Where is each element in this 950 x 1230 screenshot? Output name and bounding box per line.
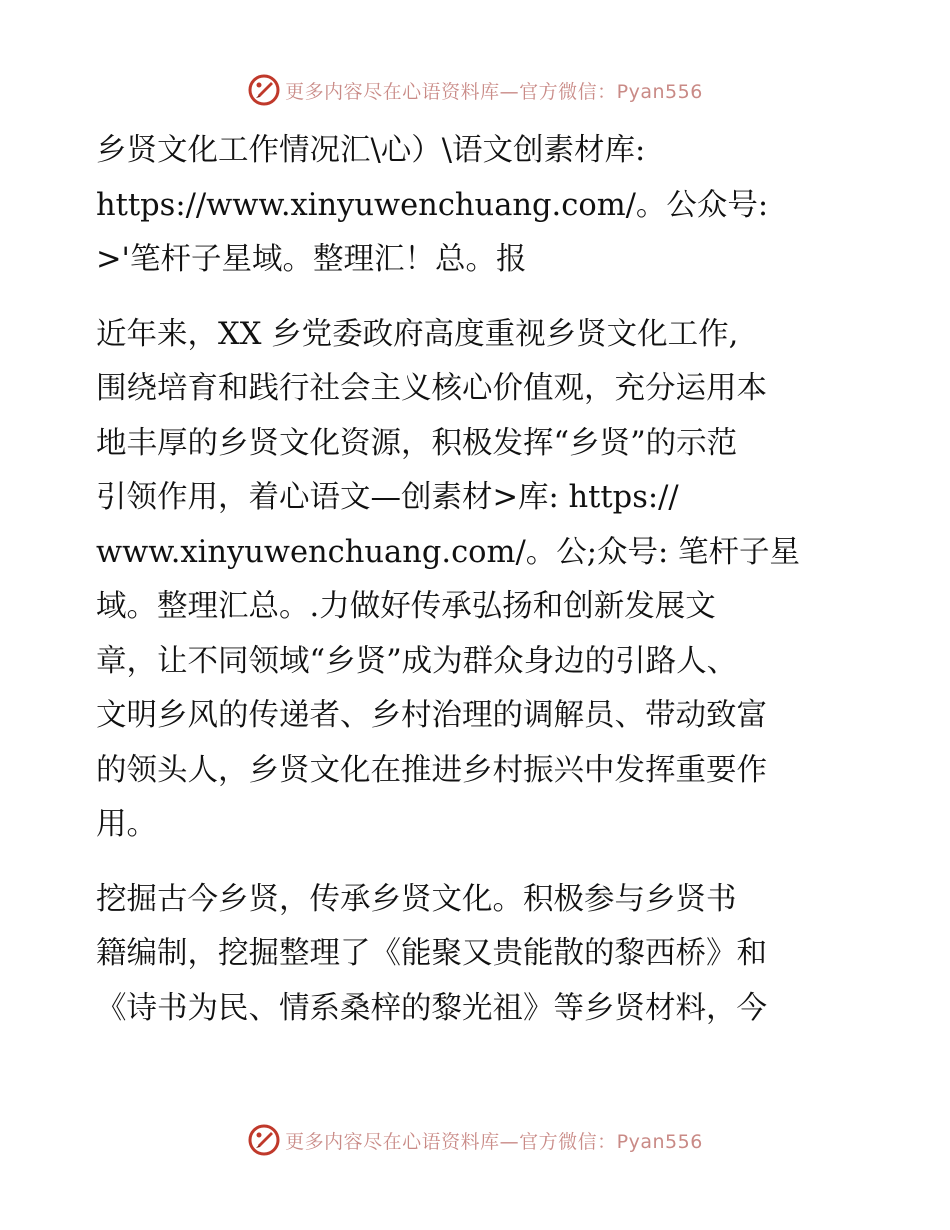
watermark-footer-text: 更多内容尽在心语资料库—官方微信：Pyan556 — [285, 1130, 703, 1153]
watermark-footer — [0, 1120, 950, 1160]
paragraph-3 — [96, 873, 856, 1037]
text-line: >'笔杆子星域。整理汇！总。报 — [96, 242, 527, 277]
text-line: 乡贤文化工作情况汇\心）\语文创素材库: — [96, 133, 646, 168]
text-line: www.xinyuwenchuang.com/。公;众号: 笔杆子星 — [96, 534, 800, 570]
text-line: 地丰厚的乡贤文化资源，积极发挥“乡贤”的示范 — [96, 425, 738, 461]
brand-logo-icon — [247, 1123, 281, 1157]
text-line: 引领作用，着心语文—创素材>库: https:// — [96, 480, 679, 515]
watermark-header-text: 更多内容尽在心语资料库—官方微信：Pyan556 — [285, 80, 703, 103]
paragraph-2 — [96, 308, 856, 853]
document-body — [96, 124, 856, 1056]
paragraph-1 — [96, 124, 856, 288]
text-line: 用。 — [96, 807, 157, 842]
text-line: 域。整理汇总。.力做好传承弘扬和创新发展文 — [96, 589, 716, 624]
text-line: 的领头人，乡贤文化在推进乡村振兴中发挥重要作 — [96, 752, 767, 788]
text-line: 围绕培育和践行社会主义核心价值观，充分运用本 — [96, 371, 767, 406]
text-line: https://www.xinyuwenchuang.com/。公众号: — [96, 187, 769, 223]
brand-logo-icon — [247, 73, 281, 107]
text-line: 近年来，XX 乡党委政府高度重视乡贤文化工作, — [96, 316, 739, 352]
text-line: 挖掘古今乡贤，传承乡贤文化。积极参与乡贤书 — [96, 881, 737, 917]
text-line: 章，让不同领域“乡贤”成为群众身边的引路人、 — [96, 643, 738, 679]
text-line: 《诗书为民、情系桑梓的黎光祖》等乡贤材料，今 — [96, 990, 767, 1026]
watermark-header — [0, 70, 950, 110]
text-line: 文明乡风的传递者、乡村治理的调解员、带动致富 — [96, 698, 767, 733]
text-line: 籍编制，挖掘整理了《能聚又贵能散的黎西桥》和 — [96, 936, 767, 971]
